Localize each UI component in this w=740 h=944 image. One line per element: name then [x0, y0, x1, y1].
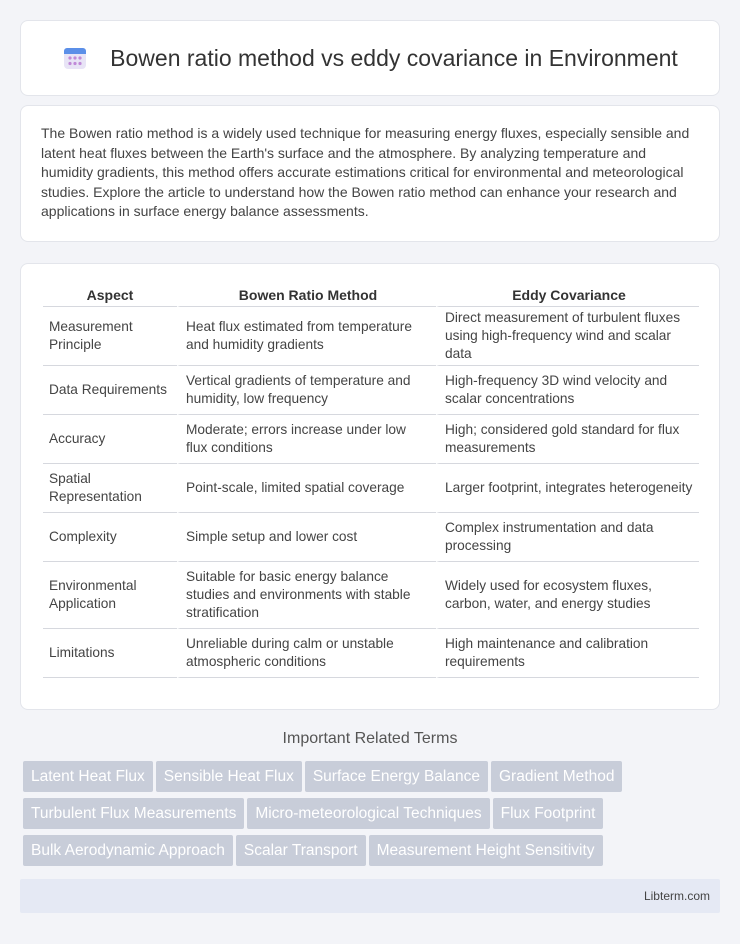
- term-tag[interactable]: Gradient Method: [491, 761, 622, 792]
- intro-text: The Bowen ratio method is a widely used technique for measuring energy fluxes, especially sensible and latent heat fluxes between the Earth's surface and the atmosphere. By analyzing temperature and humidity gradients, this method offers accurate estimations critical for environmental and meteorological studies. Explore the article to understand how the Bowen ratio method can enhance your research and applications in surface energy balance assessments.: [41, 125, 690, 220]
- cell-bowen: Point-scale, limited spatial coverage: [177, 464, 436, 513]
- term-tag[interactable]: Scalar Transport: [236, 835, 366, 866]
- cell-eddy: High-frequency 3D wind velocity and scalar concentrations: [436, 366, 699, 415]
- cell-aspect: Spatial Representation: [43, 464, 177, 513]
- cell-aspect: Accuracy: [43, 415, 177, 464]
- table-row: [43, 562, 699, 629]
- cell-eddy: High maintenance and calibration requirements: [436, 629, 699, 678]
- cell-aspect: Environmental Application: [43, 562, 177, 629]
- term-tag[interactable]: Latent Heat Flux: [23, 761, 153, 792]
- cell-aspect: Limitations: [43, 629, 177, 678]
- table-row: [43, 415, 699, 464]
- footer: [20, 879, 720, 913]
- cell-bowen: Vertical gradients of temperature and humidity, low frequency: [177, 366, 436, 415]
- header-eddy: Eddy Covariance: [436, 284, 699, 307]
- table-row: [43, 307, 699, 366]
- cell-eddy: Complex instrumentation and data processing: [436, 513, 699, 562]
- comparison-card: [20, 263, 720, 710]
- cell-bowen: Suitable for basic energy balance studies and environments with stable stratification: [177, 562, 436, 629]
- term-tag[interactable]: Measurement Height Sensitivity: [369, 835, 603, 866]
- cell-aspect: Data Requirements: [43, 366, 177, 415]
- cell-eddy: Widely used for ecosystem fluxes, carbon, water, and energy studies: [436, 562, 699, 629]
- cell-aspect: Measurement Principle: [43, 307, 177, 366]
- related-terms-title: Important Related Terms: [282, 730, 458, 747]
- header-bowen: Bowen Ratio Method: [177, 284, 436, 307]
- cell-aspect: Complexity: [43, 513, 177, 562]
- header-card: [20, 20, 720, 96]
- calendar-icon: [62, 45, 88, 71]
- term-tag[interactable]: Micro-meteorological Techniques: [247, 798, 489, 829]
- intro-card: [20, 105, 720, 242]
- cell-bowen: Heat flux estimated from temperature and humidity gradients: [177, 307, 436, 366]
- table-row: [43, 464, 699, 513]
- related-terms-list: [20, 761, 720, 872]
- cell-eddy: Direct measurement of turbulent fluxes using high-frequency wind and scalar data: [436, 307, 699, 366]
- cell-bowen: Simple setup and lower cost: [177, 513, 436, 562]
- term-tag[interactable]: Flux Footprint: [493, 798, 604, 829]
- table-row: [43, 513, 699, 562]
- table-row: [43, 629, 699, 678]
- table-header-row: [43, 284, 699, 307]
- cell-eddy: High; considered gold standard for flux measurements: [436, 415, 699, 464]
- cell-eddy: Larger footprint, integrates heterogeneity: [436, 464, 699, 513]
- footer-site-link[interactable]: Libterm.com: [643, 889, 710, 903]
- term-tag[interactable]: Turbulent Flux Measurements: [23, 798, 244, 829]
- comparison-table: [43, 284, 699, 678]
- cell-bowen: Moderate; errors increase under low flux conditions: [177, 415, 436, 464]
- page-title: Bowen ratio method vs eddy covariance in Environment: [110, 44, 678, 71]
- table-row: [43, 366, 699, 415]
- term-tag[interactable]: Bulk Aerodynamic Approach: [23, 835, 233, 866]
- cell-bowen: Unreliable during calm or unstable atmospheric conditions: [177, 629, 436, 678]
- header-aspect: Aspect: [43, 284, 177, 307]
- term-tag[interactable]: Surface Energy Balance: [305, 761, 488, 792]
- term-tag[interactable]: Sensible Heat Flux: [156, 761, 302, 792]
